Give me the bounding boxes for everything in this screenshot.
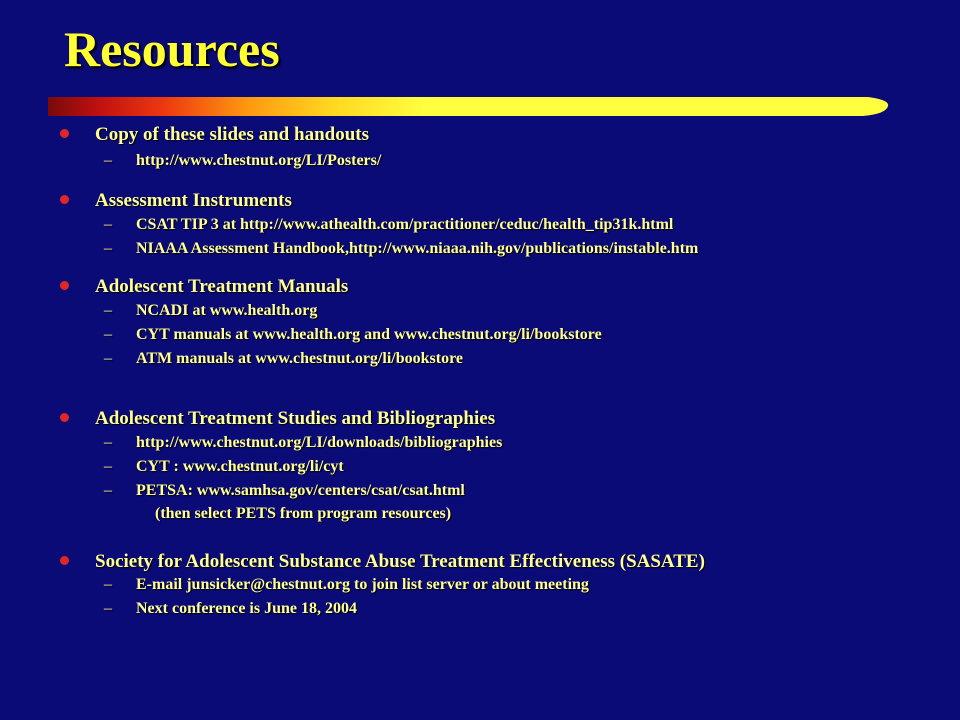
slide-title: Resources [64,21,280,77]
sub-item: – CYT manuals at www.health.org and www.chestnut.org/li/bookstore [104,326,602,343]
dash-icon: – [104,600,112,617]
dash-icon: – [104,350,112,367]
section-heading-studies: Adolescent Treatment Studies and Bibliographies [60,408,495,430]
sub-item: – CYT : www.chestnut.org/li/cyt [104,458,344,475]
sub-item: – ATM manuals at www.chestnut.org/li/bookstore [104,350,463,367]
dash-icon: – [104,576,112,593]
section-heading-sasate: Society for Adolescent Substance Abuse Treatment Effectiveness (SASATE) [60,551,705,573]
sub-item: – http://www.chestnut.org/LI/Posters/ [104,152,382,169]
sub-item: – PETSA: www.samhsa.gov/centers/csat/csat.html [104,482,465,499]
sub-item-continuation: (then select PETS from program resources) [155,505,452,522]
sub-item: – NIAAA Assessment Handbook,http://www.niaaa.nih.gov/publications/instable.htm [104,240,699,257]
sub-item: – NCADI at www.health.org [104,302,318,319]
dash-icon: – [104,216,112,233]
dash-icon: – [104,434,112,451]
title-underline-bar [48,94,890,118]
bullet-dot-icon [60,556,69,565]
sub-item: – CSAT TIP 3 at http://www.athealth.com/practitioner/ceduc/health_tip31k.html [104,216,674,233]
section-heading-slides: Copy of these slides and handouts [60,124,369,146]
dash-icon: – [104,458,112,475]
sub-item: – E-mail junsicker@chestnut.org to join list server or about meeting [104,576,589,593]
bullet-dot-icon [60,129,69,138]
dash-icon: – [104,482,112,499]
section-heading-manuals: Adolescent Treatment Manuals [60,276,348,298]
sub-item: – Next conference is June 18, 2004 [104,600,357,617]
dash-icon: – [104,326,112,343]
bullet-dot-icon [60,413,69,422]
bullet-dot-icon [60,195,69,204]
dash-icon: – [104,302,112,319]
dash-icon: – [104,240,112,257]
bullet-dot-icon [60,281,69,290]
dash-icon: – [104,152,112,169]
section-heading-assessment: Assessment Instruments [60,190,292,212]
sub-item: – http://www.chestnut.org/LI/downloads/bibliographies [104,434,503,451]
